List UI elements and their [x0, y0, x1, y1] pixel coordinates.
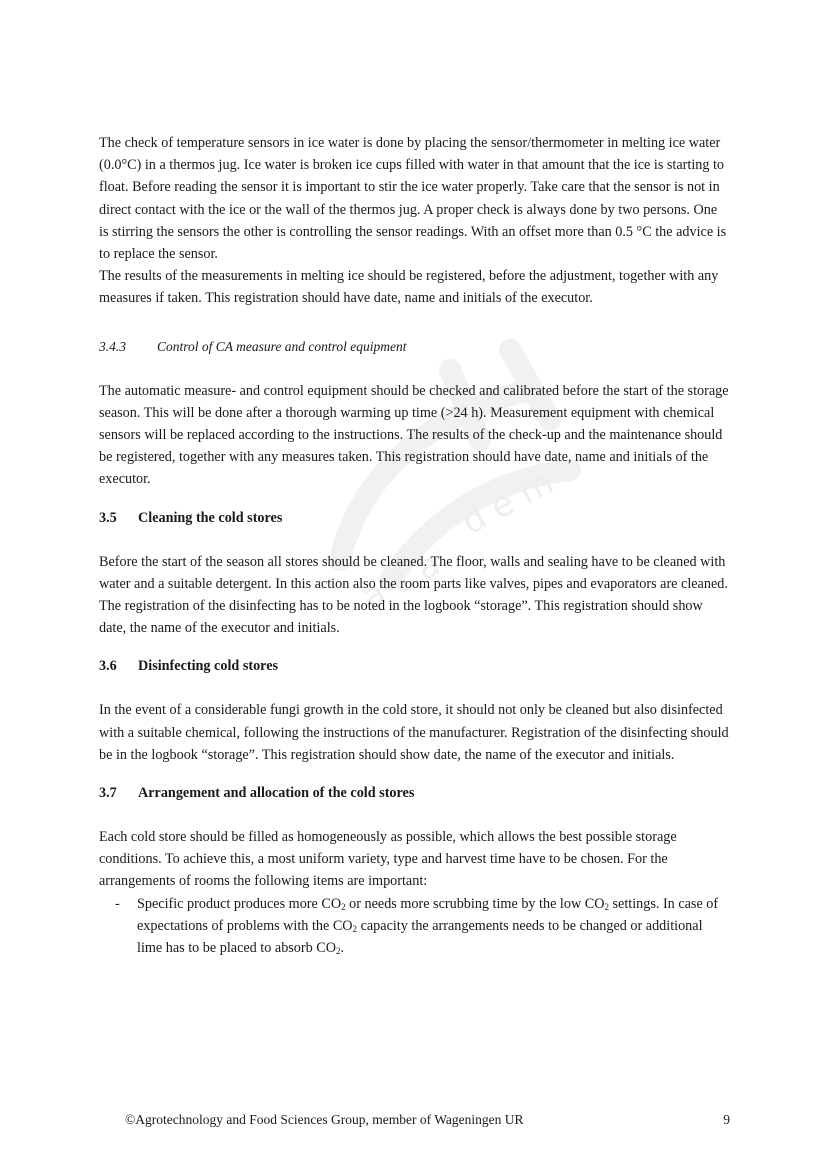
list-item — [99, 893, 729, 960]
arrangement-list — [99, 893, 729, 960]
section-title: Cleaning the cold stores — [138, 509, 283, 526]
section-heading-3-5 — [99, 507, 729, 529]
page-body — [99, 132, 729, 959]
list-item-text: Specific product produces more $CO_2$ or needs more scrubbing time by the low $CO_2$ settings. In case of expectations of problems with the $CO_2$ capacity the arrangements needs to be changed or additional lime has to be placed to absorb $CO_2$. — [137, 895, 719, 957]
paragraph-cleaning: Before the start of the season all stores should be cleaned. The floor, walls and sealing have to be cleaned with water and a suitable detergent. In this action also the room parts like valves, pipes and evaporators are cleaned. The registration of the disinfecting has to be noted in the logbook “storage”. This registration should show date, the name of the executor and initials. — [99, 553, 728, 637]
paragraph-ice-water-check: The check of temperature sensors in ice water is done by placing the sensor/thermometer in melting ice water (0.0°C) in a thermos jug. Ice water is broken ice cups filled with water in that amount that the ice is starting to float. Before reading the sensor it is important to stir the ice water properly. Take care that the sensor is not in direct contact with the ice or the wall of the thermos jug. A proper check is always done by two persons. One is stirring the sensors the other is controlling the sensor readings. With an offset more than 0.5 °C the advice is to replace the sensor. — [99, 135, 727, 263]
section-number: 3.7 — [99, 785, 117, 802]
section-number: 3.4.3 — [99, 338, 126, 354]
paragraph-ice-water-registration: The results of the measurements in melting ice should be registered, before the adjustment, together with any measures if taken. This registration should have date, name and initials of the executor. — [99, 268, 719, 307]
list-bullet: - — [115, 895, 120, 912]
section-heading-3-4-3 — [99, 336, 729, 358]
footer-copyright: ©Agrotechnology and Food Sciences Group, member of Wageningen UR — [125, 1112, 524, 1127]
svg-text:d e m: d e m — [455, 461, 561, 543]
svg-text:a c a: a c a — [355, 544, 447, 618]
section-heading-3-7 — [99, 782, 729, 804]
section-number: 3.5 — [99, 509, 117, 526]
section-number: 3.6 — [99, 658, 117, 675]
section-heading-3-6 — [99, 655, 729, 677]
paragraph-ca-equipment: The automatic measure- and control equipment should be checked and calibrated before the start of the storage season. This will be done after a thorough warming up time (>24 h). Measurement equipment with chemical sensors will be replaced according to the instructions. The results of the check-up and the maintenance should be registered, together with any measures taken. This registration should have date, name and initials of the executor. — [99, 382, 729, 488]
paragraph-arrangement: Each cold store should be filled as homogeneously as possible, which allows the best possible storage conditions. To achieve this, a most uniform variety, type and harvest time have to be chosen. For the arrangements of rooms the following items are important: — [99, 829, 677, 890]
section-title: Control of CA measure and control equipment — [157, 338, 407, 354]
page-footer — [125, 1112, 730, 1128]
page-number: 9 — [723, 1112, 730, 1127]
section-title: Disinfecting cold stores — [138, 658, 279, 675]
section-title: Arrangement and allocation of the cold stores — [138, 785, 415, 802]
paragraph-disinfecting: In the event of a considerable fungi growth in the cold store, it should not only be cleaned but also disinfected with a suitable chemical, following the instructions of the manufacturer. Registration of the disinfecting should be in the logbook “storage”. This registration should show date, the name of the executor and initials. — [99, 702, 729, 763]
